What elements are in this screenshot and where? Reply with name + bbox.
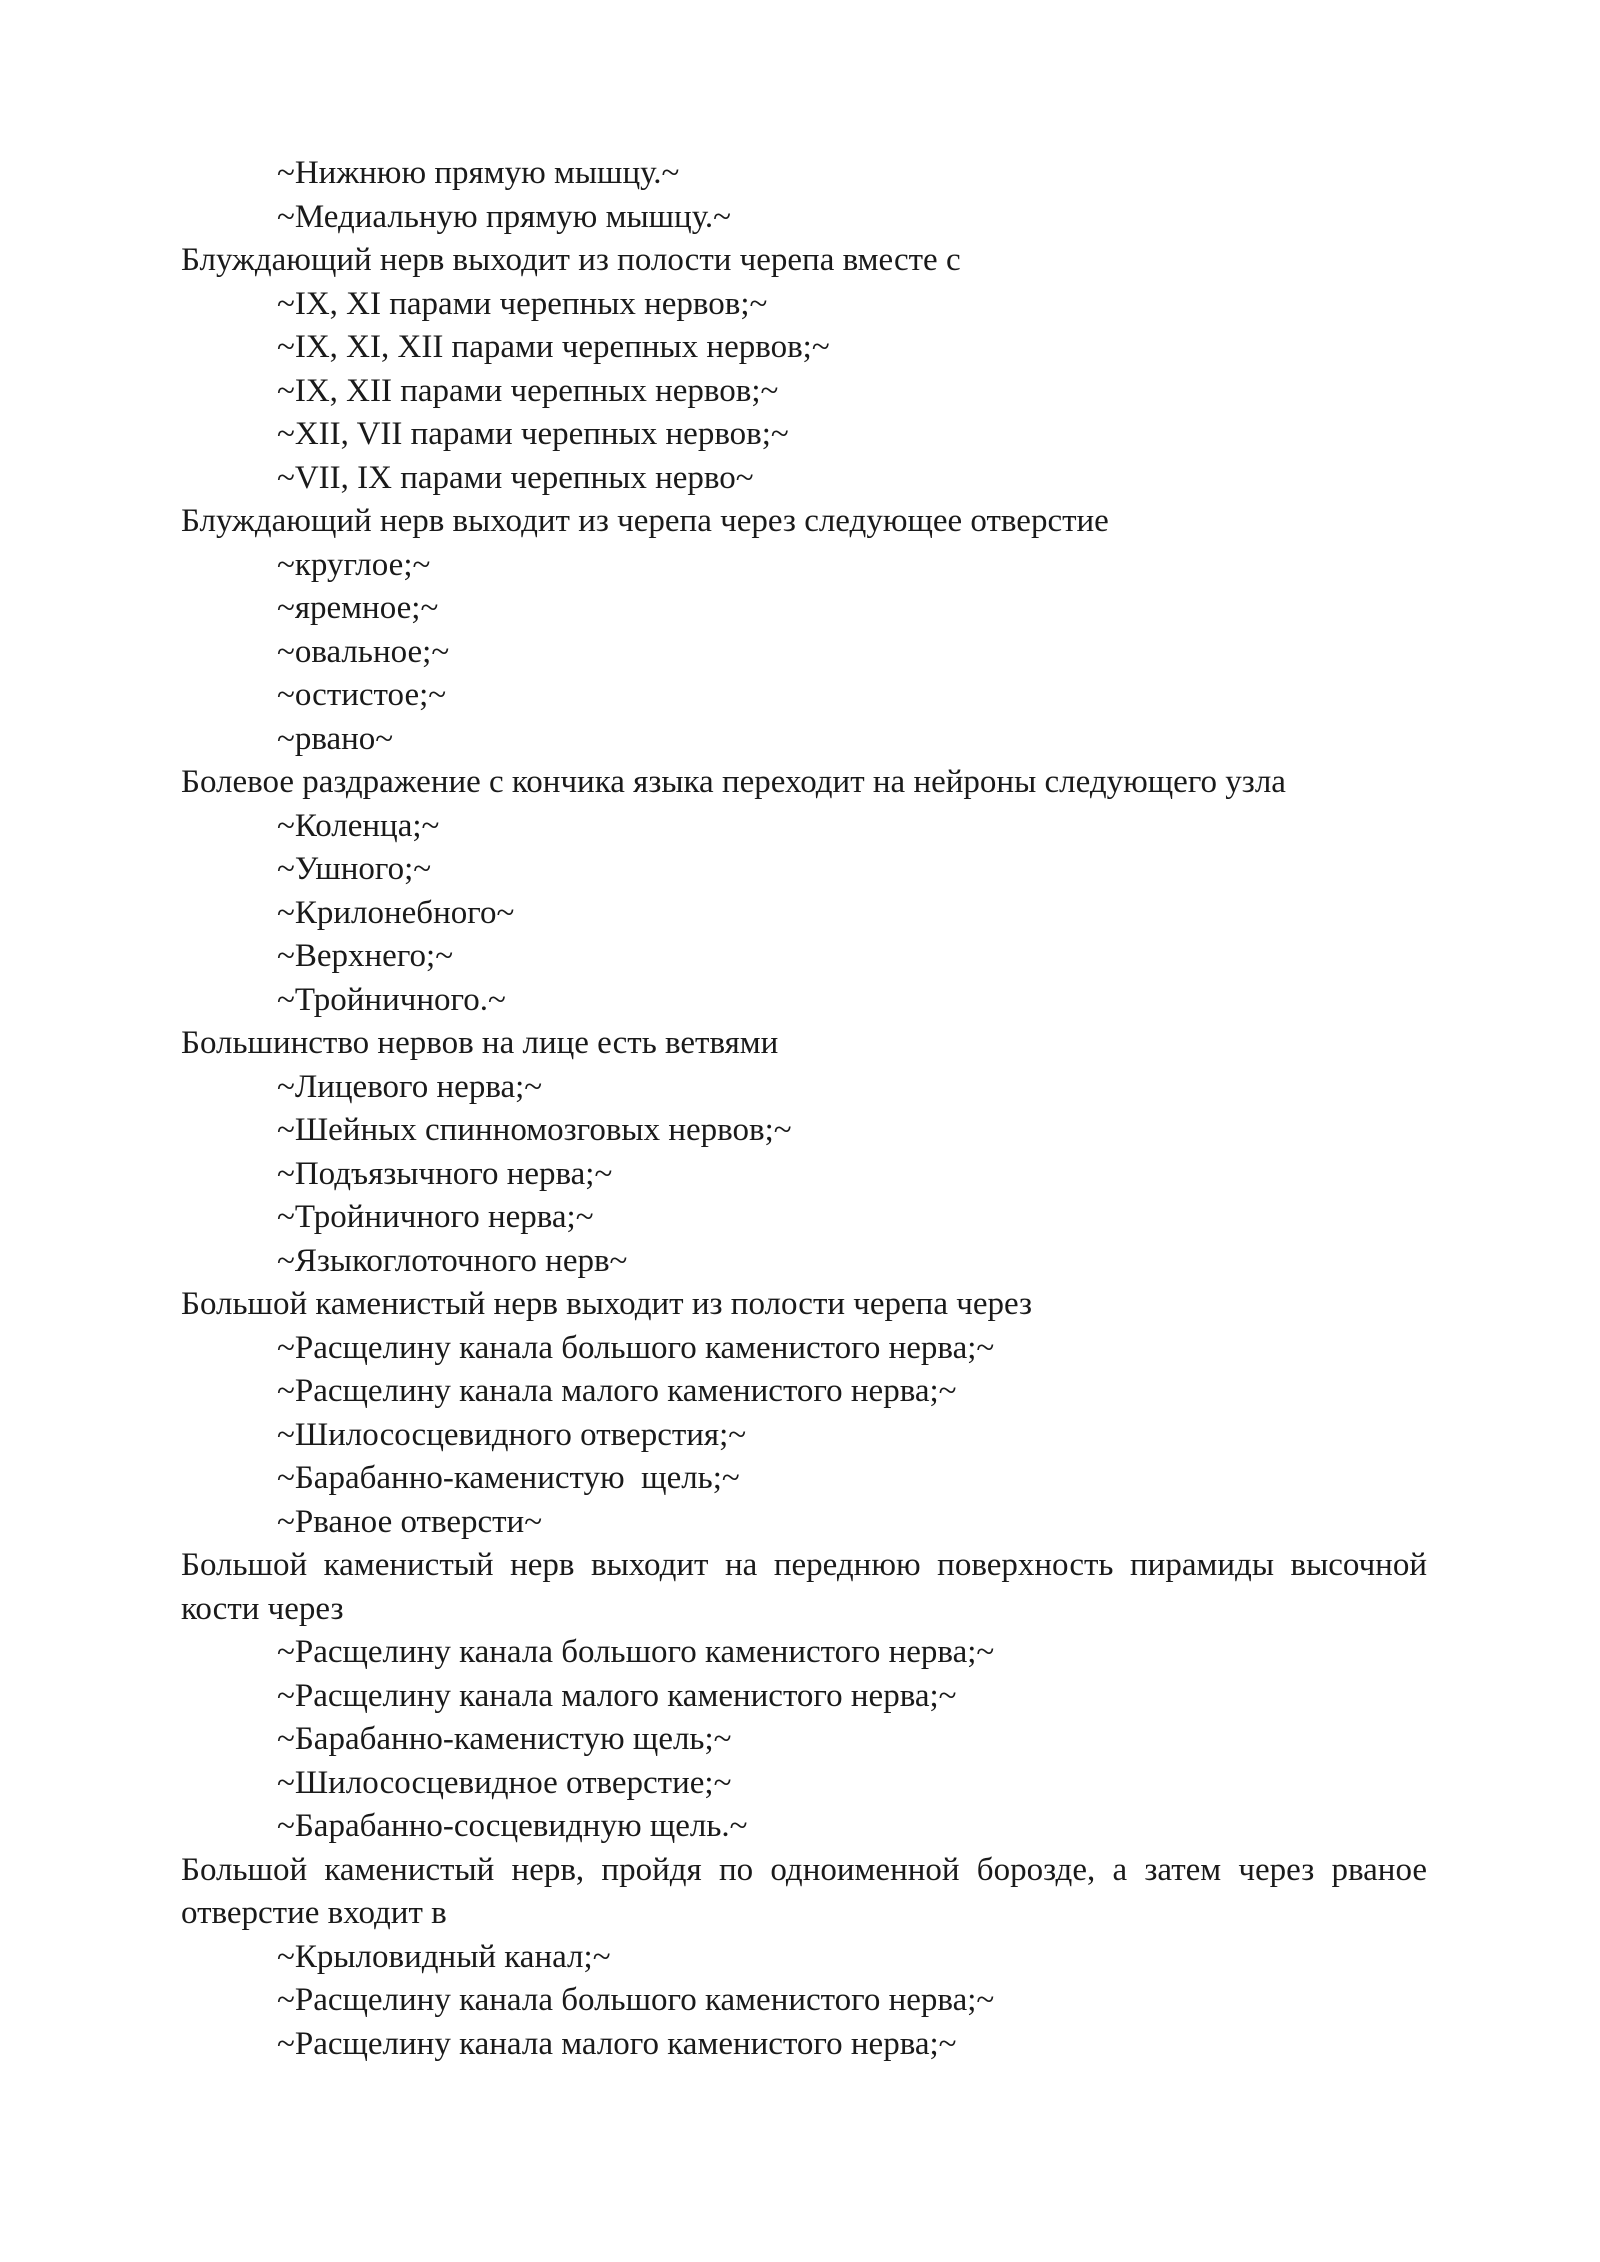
- answer-option: ~Расщелину канала малого каменистого нерва;~: [277, 1373, 957, 1409]
- answer-list: [181, 152, 1427, 239]
- answer-list: [181, 283, 1427, 501]
- question-block: [181, 1544, 1427, 1849]
- answer-option: ~рвано~: [277, 720, 394, 757]
- answer-list: [181, 1066, 1427, 1284]
- question-text: Большой каменистый нерв выходит на переднюю поверхность пирамиды высочной кости через: [181, 1547, 1427, 1627]
- answer-option: ~Расщелину канала малого каменистого нерва;~: [277, 1677, 957, 1714]
- question-block: [181, 1022, 1427, 1283]
- answer-option: ~Барабанно-сосцевидную щель.~: [277, 1808, 748, 1844]
- answer-option: ~Рваное отверсти~: [277, 1503, 543, 1540]
- answer-list: [181, 1936, 1427, 2067]
- answer-option: ~Коленца;~: [277, 807, 440, 844]
- question-block: [181, 152, 1427, 239]
- question-block: [181, 1849, 1427, 2067]
- answer-option: ~Тройничного нерва;~: [277, 1199, 594, 1235]
- answer-option: ~Шилососцевидного отверстия;~: [277, 1416, 747, 1453]
- answer-option: ~овальное;~: [277, 633, 450, 670]
- question-text: Болевое раздражение с кончика языка переходит на нейроны следующего узла: [181, 764, 1286, 800]
- question-block: [181, 239, 1427, 500]
- answer-option: ~Крилонебного~: [277, 894, 515, 931]
- answer-option: ~Верхнего;~: [277, 938, 454, 974]
- answer-option: ~Ушного;~: [277, 851, 432, 887]
- answer-option: ~Расщелину канала малого каменистого нерва;~: [277, 2025, 957, 2062]
- answer-option: ~VII, IX парами черепных нерво~: [277, 459, 754, 496]
- answer-option: ~Подъязычного нерва;~: [277, 1155, 613, 1192]
- answer-option: ~Барабанно-каменистую щель;~: [277, 1721, 732, 1757]
- answer-option: ~IX, XII парами черепных нервов;~: [277, 372, 779, 409]
- answer-list: [181, 1327, 1427, 1545]
- answer-option: ~Расщелину канала большого каменистого нерва;~: [277, 1982, 995, 2018]
- answer-option: ~Шейных спинномозговых нервов;~: [277, 1112, 792, 1148]
- question-block: [181, 1283, 1427, 1544]
- answer-option: ~Лицевого нерва;~: [277, 1068, 543, 1105]
- answer-option: ~IX, XI парами черепных нервов;~: [277, 285, 768, 322]
- answer-option: ~яремное;~: [277, 590, 439, 626]
- answer-option: ~Расщелину канала большого каменистого нерва;~: [277, 1634, 995, 1670]
- answer-option: ~Тройничного.~: [277, 981, 506, 1018]
- answer-option: ~круглое;~: [277, 546, 431, 583]
- answer-option: ~Языкоглоточного нерв~: [277, 1242, 628, 1279]
- answer-option: ~IX, XI, XII парами черепных нервов;~: [277, 329, 830, 365]
- question-text: Большой каменистый нерв, пройдя по одноименной борозде, а затем через рваное отверстие входит в: [181, 1851, 1427, 1931]
- question-text: Большинство нервов на лице есть ветвями: [181, 1025, 779, 1061]
- answer-option: ~Крыловидный канал;~: [277, 1938, 611, 1975]
- question-text: Блуждающий нерв выходит из полости черепа вместе с: [181, 242, 961, 278]
- question-text: Большой каменистый нерв выходит из полости черепа через: [181, 1286, 1033, 1322]
- answer-list: [181, 544, 1427, 762]
- document-page: [181, 152, 1427, 2066]
- question-block: [181, 500, 1427, 761]
- answer-option: ~XII, VII парами черепных нервов;~: [277, 416, 789, 452]
- answer-list: [181, 805, 1427, 1023]
- answer-option: ~Шилососцевидное отверстие;~: [277, 1764, 732, 1801]
- answer-option: ~Расщелину канала большого каменистого нерва;~: [277, 1329, 995, 1366]
- answer-option: ~Барабанно-каменистую щель;~: [277, 1460, 740, 1496]
- answer-option: ~остистое;~: [277, 677, 447, 713]
- answer-list: [181, 1631, 1427, 1849]
- question-block: [181, 761, 1427, 1022]
- answer-option: ~Нижнюю прямую мышцу.~: [277, 155, 680, 191]
- question-text: Блуждающий нерв выходит из черепа через следующее отверстие: [181, 503, 1109, 539]
- answer-option: ~Медиальную прямую мышцу.~: [277, 198, 731, 235]
